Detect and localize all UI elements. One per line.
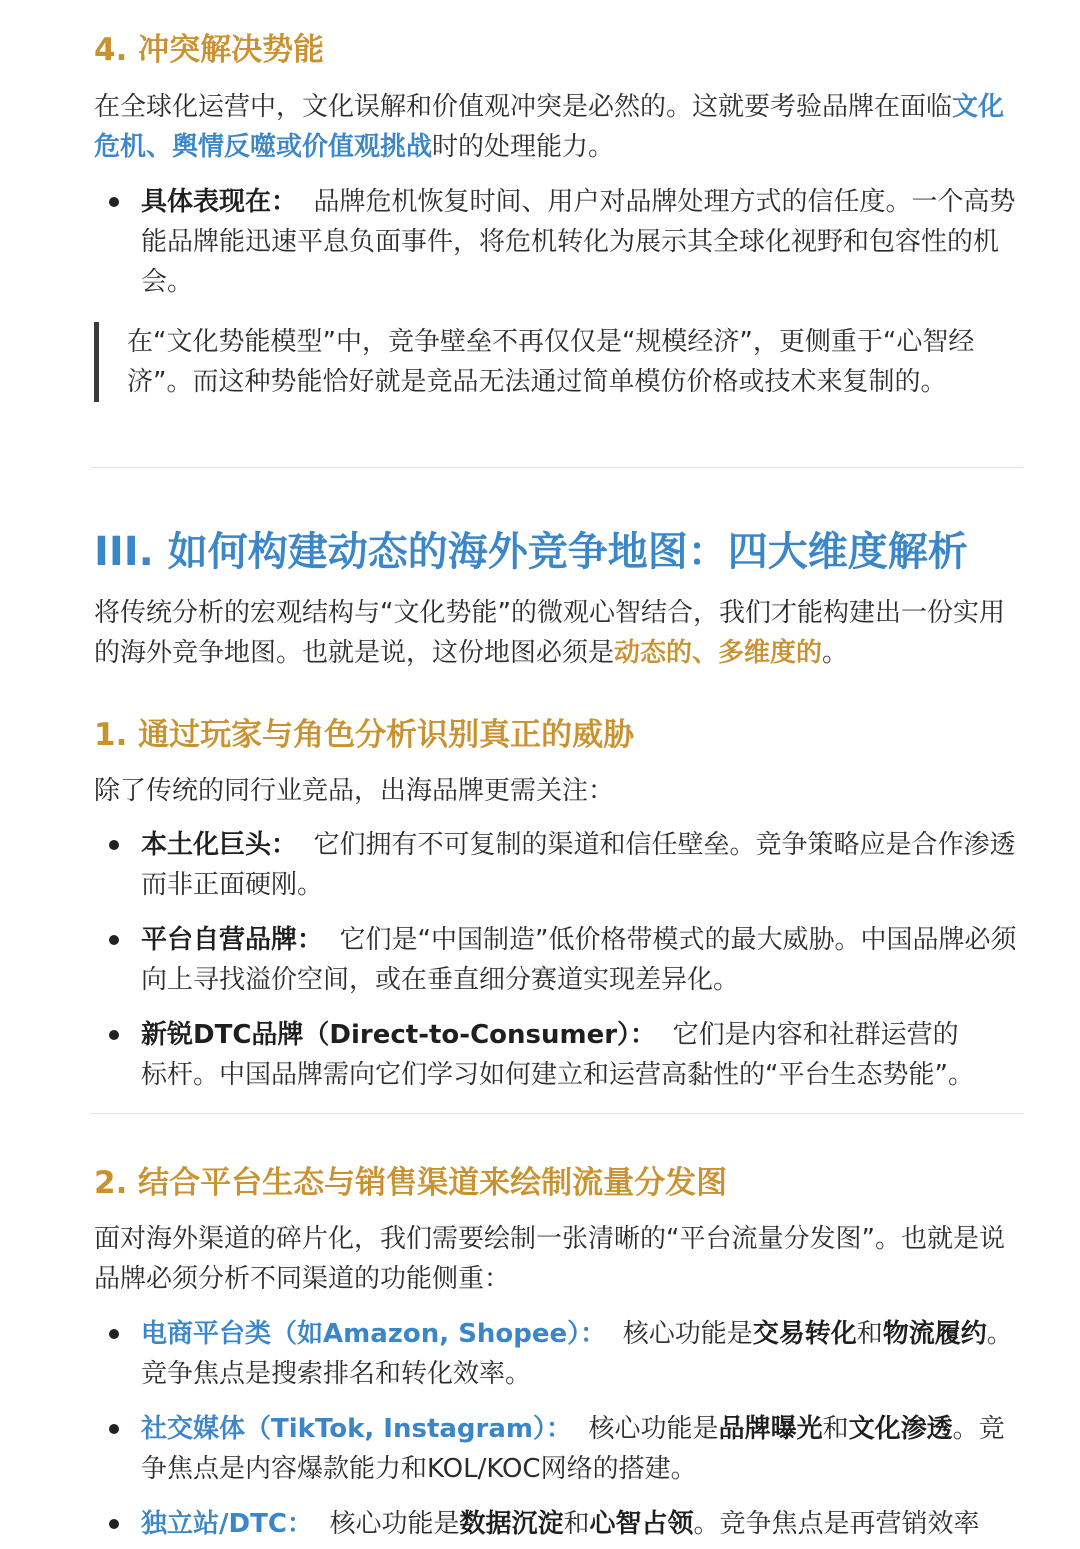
bullet-text-a: 核心功能是 [329,1509,460,1539]
bullet-label: 本土化巨头： [141,830,298,860]
section4-bullet-list [94,182,1022,302]
bullet-dot-icon [109,1519,119,1529]
sub1-intro: 除了传统的同行业竞品，出海品牌更需关注： [94,776,615,806]
list-item [94,920,1022,1000]
bullet-text-a: 核心功能是 [622,1319,753,1349]
section3-intro-highlight: 动态的、多维度的 [614,638,823,668]
section3-intro-b: 。 [822,638,849,668]
bullet-label: 社交媒体（TikTok, Instagram）： [141,1414,573,1444]
bullet-text: 品牌危机恢复时间、用户对品牌处理方式的信任度。一个高势能品牌能迅速平息负面事件，将危机转化为展示其全球化视野和包容性的机会。 [141,187,1016,297]
section4-intro-a: 在全球化运营中，文化误解和价值观冲突是必然的。这就要考验品牌在面临 [94,92,953,122]
bullet-dot-icon [109,1030,119,1040]
bullet-dot-icon [109,935,119,945]
bullet-text-c: 。竞争焦点是内容爆款能力和KOL/KOC网络的搭建。 [141,1414,1005,1484]
list-item [94,182,1022,302]
bullet-dot-icon [109,1424,119,1434]
section4-intro [94,87,1022,167]
bullet-text-a: 核心功能是 [588,1414,719,1444]
section3-intro-a: 将传统分析的宏观结构与“文化势能”的微观心智结合，我们才能构建出一份实用的海外竞争地图。也就是说，这份地图必须是 [94,598,1005,668]
bullet-strong-2: 物流履约 [882,1319,987,1349]
section4-intro-b: 时的处理能力。 [432,132,615,162]
section3-intro [94,593,1022,673]
bullet-strong-1: 数据沉淀 [459,1509,564,1539]
blockquote [94,322,1022,402]
bullet-text-mid: 和 [822,1414,849,1444]
divider [90,1113,1023,1114]
blockquote-text: 在“文化势能模型”中，竞争壁垒不再仅仅是“规模经济”，更侧重于“心智经济”。而这种势能恰好就是竞品无法通过简单模仿价格或技术来复制的。 [127,327,975,397]
list-item [94,1504,1022,1544]
bullet-strong-1: 品牌曝光 [718,1414,823,1444]
sub2-heading: 2. 结合平台生态与销售渠道来绘制流量分发图 [94,1165,728,1201]
bullet-text: 它们拥有不可复制的渠道和信任壁垒。竞争策略应是合作渗透而非正面硬刚。 [141,830,1016,900]
bullet-strong-2: 文化渗透 [848,1414,953,1444]
bullet-text-mid: 和 [563,1509,590,1539]
bullet-label: 新锐DTC品牌（Direct-to-Consumer）： [141,1020,657,1050]
bullet-text: 它们是内容和社群运营的标杆。中国品牌需向它们学习如何建立和运营高黏性的“平台生态势能”。 [141,1020,974,1090]
sub1-heading: 1. 通过玩家与角色分析识别真正的威胁 [94,717,635,753]
bullet-dot-icon [109,840,119,850]
sub2-bullet-list [94,1314,1022,1544]
section4-heading: 4. 冲突解决势能 [94,32,325,68]
list-item [94,1409,1022,1489]
sub2-intro: 面对海外渠道的碎片化，我们需要绘制一张清晰的“平台流量分发图”。也就是说品牌必须分析不同渠道的功能侧重： [94,1224,1005,1294]
bullet-text-mid: 和 [856,1319,883,1349]
sub1-bullet-list [94,825,1022,1095]
section3-heading: III. 如何构建动态的海外竞争地图：四大维度解析 [94,529,968,575]
list-item [94,1015,1022,1095]
list-item [94,1314,1022,1394]
list-item [94,825,1022,905]
divider [90,467,1023,468]
section4-intro-highlight: 文化危机、舆情反噬或价值观挑战 [94,92,1005,162]
bullet-text: 它们是“中国制造”低价格带模式的最大威胁。中国品牌必须向上寻找溢价空间，或在垂直细分赛道实现差异化。 [141,925,1017,995]
bullet-strong-2: 心智占领 [589,1509,694,1539]
bullet-label: 独立站/DTC： [141,1509,313,1539]
bullet-dot-icon [109,197,119,207]
bullet-dot-icon [109,1329,119,1339]
bullet-text-c: 。竞争焦点是再营销效率 [693,1509,980,1539]
bullet-label: 具体表现在： [141,187,298,217]
bullet-label: 平台自营品牌： [141,925,324,955]
bullet-text-c: 。竞争焦点是搜索排名和转化效率。 [141,1319,1013,1389]
bullet-label: 电商平台类（如Amazon, Shopee）： [141,1319,607,1349]
bullet-strong-1: 交易转化 [752,1319,857,1349]
